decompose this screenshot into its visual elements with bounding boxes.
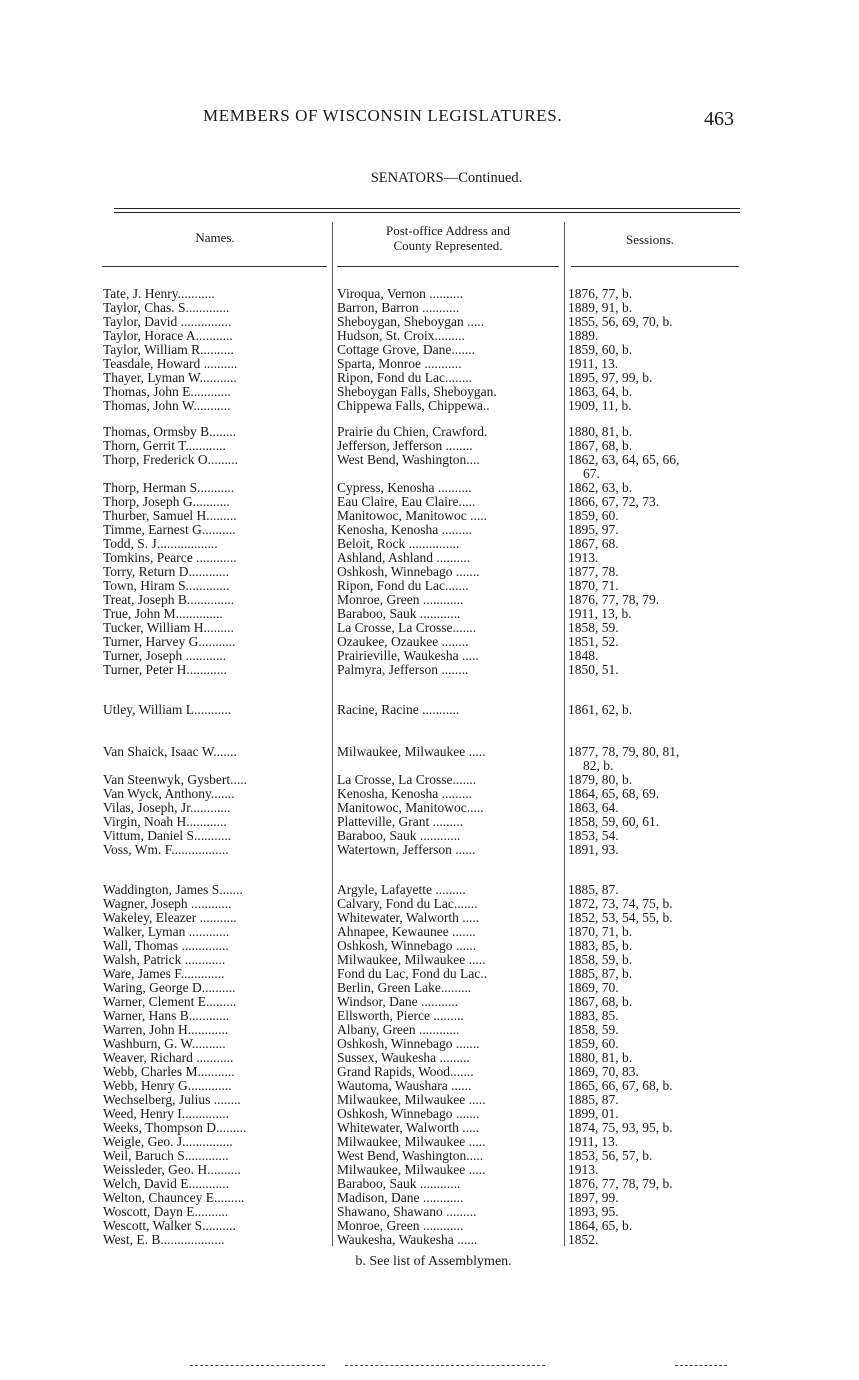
table-row <box>0 481 859 495</box>
table-row <box>0 537 859 551</box>
header-underline-names <box>102 266 327 267</box>
table-row <box>0 1121 859 1135</box>
post-office-address: Ahnapee, Kewaunee ....... <box>337 924 476 939</box>
post-office-address: Oshkosh, Winnebago ....... <box>337 1036 480 1051</box>
table-row <box>0 1051 859 1065</box>
table-row <box>0 1023 859 1037</box>
sessions-served: 1859, 60. <box>568 1036 619 1051</box>
post-office-address: Prairieville, Waukesha ..... <box>337 648 479 663</box>
senator-name: Wakeley, Eleazer ........... <box>103 910 237 925</box>
post-office-address: Oshkosh, Winnebago ....... <box>337 564 480 579</box>
senator-name: Taylor, Chas. S............. <box>103 300 230 315</box>
table-row <box>0 995 859 1009</box>
post-office-address: Oshkosh, Winnebago ....... <box>337 1106 480 1121</box>
post-office-address: Madison, Dane ............ <box>337 1190 464 1205</box>
sessions-served: 1877, 78, 79, 80, 81, <box>568 744 680 759</box>
table-row <box>0 1163 859 1177</box>
senator-name: Walker, Lyman ............ <box>103 924 230 939</box>
post-office-address: Ripon, Fond du Lac........ <box>337 370 472 385</box>
sessions-served: 1880, 81, b. <box>568 1050 633 1065</box>
senator-name: Todd, S. J.................. <box>103 536 218 551</box>
sessions-served: 1889. <box>568 328 599 343</box>
sessions-served: 1913. <box>568 1162 599 1177</box>
sessions-served: 1909, 11, b. <box>568 398 632 413</box>
senator-name: Weil, Baruch S............. <box>103 1148 229 1163</box>
senator-name: Weed, Henry I.............. <box>103 1106 230 1121</box>
table-row <box>0 1065 859 1079</box>
header-underline-address <box>337 266 559 267</box>
post-office-address: Whitewater, Walworth ..... <box>337 1120 480 1135</box>
post-office-address: Sheboygan Falls, Sheboygan. <box>337 384 497 399</box>
page-number: 463 <box>704 108 734 130</box>
post-office-address: Baraboo, Sauk ............ <box>337 1176 461 1191</box>
table-row <box>0 607 859 621</box>
senator-name: Taylor, David ............... <box>103 314 232 329</box>
sessions-served: 1855, 56, 69, 70, b. <box>568 314 673 329</box>
table-row <box>0 635 859 649</box>
table-row <box>0 925 859 939</box>
sessions-served: 1858, 59, 60, 61. <box>568 814 660 829</box>
senator-name: Tomkins, Pearce ............ <box>103 550 237 565</box>
column-header-address-line2: County Represented. <box>393 238 503 253</box>
post-office-address: Hudson, St. Croix......... <box>337 328 465 343</box>
post-office-address: West Bend, Washington.... <box>337 452 480 467</box>
sessions-served: 1913. <box>568 550 599 565</box>
senator-name: Thorn, Gerrit T............ <box>103 438 226 453</box>
post-office-address: Waukesha, Waukesha ...... <box>337 1232 478 1247</box>
table-row <box>0 744 859 773</box>
sessions-served: 1858, 59. <box>568 620 619 635</box>
post-office-address: Calvary, Fond du Lac....... <box>337 896 478 911</box>
sessions-served: 1852. <box>568 1232 599 1247</box>
sessions-served: 1885, 87. <box>568 882 619 897</box>
post-office-address: La Crosse, La Crosse....... <box>337 620 477 635</box>
column-header-names: Names. <box>195 230 235 245</box>
post-office-address: Chippewa Falls, Chippewa.. <box>337 398 490 413</box>
sessions-served: 1853, 56, 57, b. <box>568 1148 653 1163</box>
table-row <box>0 371 859 385</box>
post-office-address: Jefferson, Jefferson ........ <box>337 438 473 453</box>
senator-name: Tucker, William H......... <box>103 620 234 635</box>
senator-name: Tate, J. Henry........... <box>103 286 215 301</box>
post-office-address: Ashland, Ashland .......... <box>337 550 471 565</box>
table-row <box>0 495 859 509</box>
table-row <box>0 1233 859 1247</box>
senator-name: Warner, Clement E......... <box>103 994 237 1009</box>
header-underline-sessions <box>571 266 739 267</box>
senator-name: Voss, Wm. F................. <box>103 842 229 857</box>
table-row <box>0 593 859 607</box>
post-office-address: Wautoma, Waushara ...... <box>337 1078 472 1093</box>
post-office-address: Milwaukee, Milwaukee ..... <box>337 952 486 967</box>
sessions-served: 1859, 60. <box>568 508 619 523</box>
sessions-served: 1866, 67, 72, 73. <box>568 494 660 509</box>
senator-name: Timme, Earnest G.......... <box>103 522 236 537</box>
senator-name: Thorp, Joseph G........... <box>103 494 230 509</box>
sessions-served: 1897, 99. <box>568 1190 619 1205</box>
senator-name: Warner, Hans B............ <box>103 1008 230 1023</box>
post-office-address: Cypress, Kenosha .......... <box>337 480 472 495</box>
post-office-address: Milwaukee, Milwaukee ..... <box>337 1134 486 1149</box>
table-row <box>0 579 859 593</box>
post-office-address: Kenosha, Kenosha ......... <box>337 786 472 801</box>
sessions-served: 1858, 59, b. <box>568 952 633 967</box>
sessions-served: 1880, 81, b. <box>568 424 633 439</box>
table-row <box>0 439 859 453</box>
table-row <box>0 773 859 787</box>
sessions-served: 1869, 70, 83. <box>568 1064 639 1079</box>
post-office-address: Sparta, Monroe ........... <box>337 356 462 371</box>
bottom-dash-rule-1 <box>190 1365 325 1366</box>
post-office-address: Whitewater, Walworth ..... <box>337 910 480 925</box>
table-row <box>0 953 859 967</box>
table-row <box>0 649 859 663</box>
senator-name: Thayer, Lyman W........... <box>103 370 237 385</box>
post-office-address: Platteville, Grant ......... <box>337 814 463 829</box>
sessions-served: 1848. <box>568 648 599 663</box>
post-office-address: Berlin, Green Lake......... <box>337 980 472 995</box>
column-header-address <box>336 223 560 253</box>
post-office-address: Fond du Lac, Fond du Lac.. <box>337 966 487 981</box>
senator-name: Vilas, Joseph, Jr............ <box>103 800 231 815</box>
table-row <box>0 1079 859 1093</box>
sessions-served: 1891, 93. <box>568 842 619 857</box>
table-row <box>0 1191 859 1205</box>
post-office-address: Sheboygan, Sheboygan ..... <box>337 314 484 329</box>
table-row <box>0 1177 859 1191</box>
senator-name: Walsh, Patrick ............ <box>103 952 226 967</box>
sessions-served: 1851, 52. <box>568 634 619 649</box>
senator-name: Weeks, Thompson D......... <box>103 1120 247 1135</box>
table-row <box>0 1107 859 1121</box>
table-row <box>0 329 859 343</box>
senator-name: Thomas, John W........... <box>103 398 231 413</box>
section-title: SENATORS—Continued. <box>370 170 523 186</box>
post-office-address: Baraboo, Sauk ............ <box>337 828 461 843</box>
senator-name: Town, Hiram S............. <box>103 578 230 593</box>
table-row <box>0 357 859 371</box>
sessions-served: 1870, 71. <box>568 578 619 593</box>
senator-name: Ware, James F............. <box>103 966 225 981</box>
senator-name: Taylor, Horace A........... <box>103 328 233 343</box>
table-row <box>0 1149 859 1163</box>
post-office-address: Milwaukee, Milwaukee ..... <box>337 744 486 759</box>
senator-name: Weaver, Richard ........... <box>103 1050 234 1065</box>
post-office-address: Kenosha, Kenosha ......... <box>337 522 472 537</box>
sessions-served: 1911, 13. <box>568 356 619 371</box>
table-row <box>0 343 859 357</box>
senator-name: Treat, Joseph B.............. <box>103 592 235 607</box>
senator-name: Webb, Henry G............. <box>103 1078 232 1093</box>
post-office-address: West Bend, Washington..... <box>337 1148 484 1163</box>
senator-name: Thomas, Ormsby B........ <box>103 424 237 439</box>
senator-name: Thomas, John E............ <box>103 384 231 399</box>
sessions-served: 1885, 87. <box>568 1092 619 1107</box>
post-office-address: Barron, Barron ........... <box>337 300 460 315</box>
post-office-address: Palmyra, Jefferson ........ <box>337 662 469 677</box>
table-row <box>0 981 859 995</box>
senator-name: Wagner, Joseph ............ <box>103 896 232 911</box>
post-office-address: La Crosse, La Crosse....... <box>337 772 477 787</box>
double-rule <box>114 208 740 213</box>
post-office-address: Prairie du Chien, Crawford. <box>337 424 488 439</box>
post-office-address: Milwaukee, Milwaukee ..... <box>337 1092 486 1107</box>
post-office-address: Ozaukee, Ozaukee ........ <box>337 634 469 649</box>
sessions-served: 1876, 77, 78, 79. <box>568 592 660 607</box>
post-office-address: Baraboo, Sauk ............ <box>337 606 461 621</box>
senator-name: Virgin, Noah H............ <box>103 814 227 829</box>
table-row <box>0 385 859 399</box>
senator-name: Woscott, Dayn E.......... <box>103 1204 229 1219</box>
senator-name: Weissleder, Geo. H.......... <box>103 1162 241 1177</box>
sessions-served: 1867, 68. <box>568 536 619 551</box>
table-row <box>0 1009 859 1023</box>
sessions-served: 1911, 13. <box>568 1134 619 1149</box>
table-row <box>0 939 859 953</box>
senator-name: Van Shaick, Isaac W....... <box>103 744 237 759</box>
post-office-address: Watertown, Jefferson ...... <box>337 842 476 857</box>
post-office-address: Beloit, Rock ............... <box>337 536 460 551</box>
column-header-address-line1: Post-office Address and <box>386 223 510 238</box>
sessions-served: 1859, 60, b. <box>568 342 633 357</box>
senator-name: Warren, John H............ <box>103 1022 229 1037</box>
sessions-served: 1879, 80, b. <box>568 772 633 787</box>
senator-name: Turner, Harvey G........... <box>103 634 236 649</box>
sessions-served-continued: 82, b. <box>583 758 614 773</box>
sessions-served-continued: 67. <box>583 466 600 481</box>
table-row <box>0 452 859 481</box>
table-row <box>0 883 859 897</box>
table-row <box>0 301 859 315</box>
sessions-served: 1889, 91, b. <box>568 300 633 315</box>
sessions-served: 1883, 85. <box>568 1008 619 1023</box>
post-office-address: Viroqua, Vernon .......... <box>337 286 464 301</box>
table-row <box>0 815 859 829</box>
sessions-served: 1872, 73, 74, 75, b. <box>568 896 673 911</box>
table-row <box>0 509 859 523</box>
senator-name: True, John M.............. <box>103 606 223 621</box>
senator-name: Wall, Thomas .............. <box>103 938 229 953</box>
table-row <box>0 621 859 635</box>
table-row <box>0 399 859 413</box>
post-office-address: Cottage Grove, Dane....... <box>337 342 475 357</box>
sessions-served: 1863, 64, b. <box>568 384 633 399</box>
senator-name: Waring, George D.......... <box>103 980 236 995</box>
senator-name: Thorp, Herman S........... <box>103 480 235 495</box>
post-office-address: Eau Claire, Eau Claire..... <box>337 494 476 509</box>
sessions-served: 1864, 65, 68, 69. <box>568 786 660 801</box>
sessions-served: 1863, 64. <box>568 800 619 815</box>
senator-name: Washburn, G. W.......... <box>103 1036 226 1051</box>
sessions-served: 1867, 68, b. <box>568 438 633 453</box>
sessions-served: 1867, 68, b. <box>568 994 633 1009</box>
table-row <box>0 829 859 843</box>
sessions-served: 1874, 75, 93, 95, b. <box>568 1120 673 1135</box>
table-row <box>0 565 859 579</box>
table-row <box>0 1205 859 1219</box>
table-row <box>0 1219 859 1233</box>
sessions-served: 1869, 70. <box>568 980 619 995</box>
senator-name: Torry, Return D............ <box>103 564 230 579</box>
table-row <box>0 787 859 801</box>
table-row <box>0 287 859 301</box>
sessions-served: 1852, 53, 54, 55, b. <box>568 910 673 925</box>
post-office-address: Ripon, Fond du Lac....... <box>337 578 469 593</box>
sessions-served: 1850, 51. <box>568 662 619 677</box>
senator-name: Webb, Charles M........... <box>103 1064 235 1079</box>
sessions-served: 1864, 65, b. <box>568 1218 633 1233</box>
sessions-served: 1893, 95. <box>568 1204 619 1219</box>
post-office-address: Ellsworth, Pierce ......... <box>337 1008 464 1023</box>
table-row <box>0 801 859 815</box>
sessions-served: 1858, 59. <box>568 1022 619 1037</box>
sessions-served: 1865, 66, 67, 68, b. <box>568 1078 673 1093</box>
sessions-served: 1853, 54. <box>568 828 619 843</box>
sessions-served: 1895, 97, 99, b. <box>568 370 653 385</box>
post-office-address: Milwaukee, Milwaukee ..... <box>337 1162 486 1177</box>
table-row <box>0 703 859 717</box>
table-row <box>0 911 859 925</box>
senator-name: Wechselberg, Julius ........ <box>103 1092 241 1107</box>
footnote: b. See list of Assemblymen. <box>355 1254 512 1269</box>
senator-name: Turner, Peter H............ <box>103 662 227 677</box>
post-office-address: Racine, Racine ........... <box>337 702 460 717</box>
bottom-dash-rule-3 <box>675 1365 727 1366</box>
senator-name: Taylor, William R.......... <box>103 342 234 357</box>
post-office-address: Windsor, Dane ........... <box>337 994 459 1009</box>
post-office-address: Monroe, Green ............ <box>337 1218 464 1233</box>
table-row <box>0 425 859 439</box>
senator-name: Thorp, Frederick O......... <box>103 452 238 467</box>
running-head: MEMBERS OF WISCONSIN LEGISLATURES. <box>203 106 563 125</box>
senator-name: Teasdale, Howard .......... <box>103 356 238 371</box>
sessions-served: 1862, 63, 64, 65, 66, <box>568 452 680 467</box>
sessions-served: 1877, 78. <box>568 564 619 579</box>
table-row <box>0 523 859 537</box>
sessions-served: 1862, 63, b. <box>568 480 633 495</box>
senator-name: Utley, William L........... <box>103 702 232 717</box>
sessions-served: 1885, 87, b. <box>568 966 633 981</box>
table-row <box>0 315 859 329</box>
table-row <box>0 897 859 911</box>
sessions-served: 1911, 13, b. <box>568 606 632 621</box>
table-row <box>0 663 859 677</box>
senator-name: Turner, Joseph ............ <box>103 648 227 663</box>
table-row <box>0 843 859 857</box>
senator-name: Weigle, Geo. J............... <box>103 1134 233 1149</box>
post-office-address: Albany, Green ............ <box>337 1022 460 1037</box>
senator-name: Welton, Chauncey E......... <box>103 1190 245 1205</box>
post-office-address: Sussex, Waukesha ......... <box>337 1050 470 1065</box>
senator-name: West, E. B................... <box>103 1232 225 1247</box>
sessions-served: 1899, 01. <box>568 1106 619 1121</box>
senator-name: Van Steenwyk, Gysbert..... <box>103 772 247 787</box>
post-office-address: Oshkosh, Winnebago ...... <box>337 938 477 953</box>
sessions-served: 1895, 97. <box>568 522 619 537</box>
senator-name: Van Wyck, Anthony....... <box>103 786 235 801</box>
post-office-address: Manitowoc, Manitowoc ..... <box>337 508 487 523</box>
senator-name: Vittum, Daniel S........... <box>103 828 232 843</box>
column-header-sessions: Sessions. <box>625 232 675 247</box>
table-row <box>0 1135 859 1149</box>
table-row <box>0 1093 859 1107</box>
post-office-address: Manitowoc, Manitowoc..... <box>337 800 484 815</box>
senator-name: Wescott, Walker S.......... <box>103 1218 236 1233</box>
senator-name: Thurber, Samuel H......... <box>103 508 237 523</box>
sessions-served: 1876, 77, b. <box>568 286 633 301</box>
post-office-address: Argyle, Lafayette ......... <box>337 882 466 897</box>
table-row <box>0 967 859 981</box>
bottom-dash-rule-2 <box>345 1365 545 1366</box>
table-row <box>0 551 859 565</box>
post-office-address: Grand Rapids, Wood....... <box>337 1064 474 1079</box>
senator-name: Welch, David E............ <box>103 1176 230 1191</box>
post-office-address: Monroe, Green ............ <box>337 592 464 607</box>
sessions-served: 1876, 77, 78, 79, b. <box>568 1176 673 1191</box>
sessions-served: 1883, 85, b. <box>568 938 633 953</box>
post-office-address: Shawano, Shawano ......... <box>337 1204 477 1219</box>
senator-name: Waddington, James S....... <box>103 882 243 897</box>
table-row <box>0 1037 859 1051</box>
sessions-served: 1861, 62, b. <box>568 702 633 717</box>
sessions-served: 1870, 71, b. <box>568 924 633 939</box>
